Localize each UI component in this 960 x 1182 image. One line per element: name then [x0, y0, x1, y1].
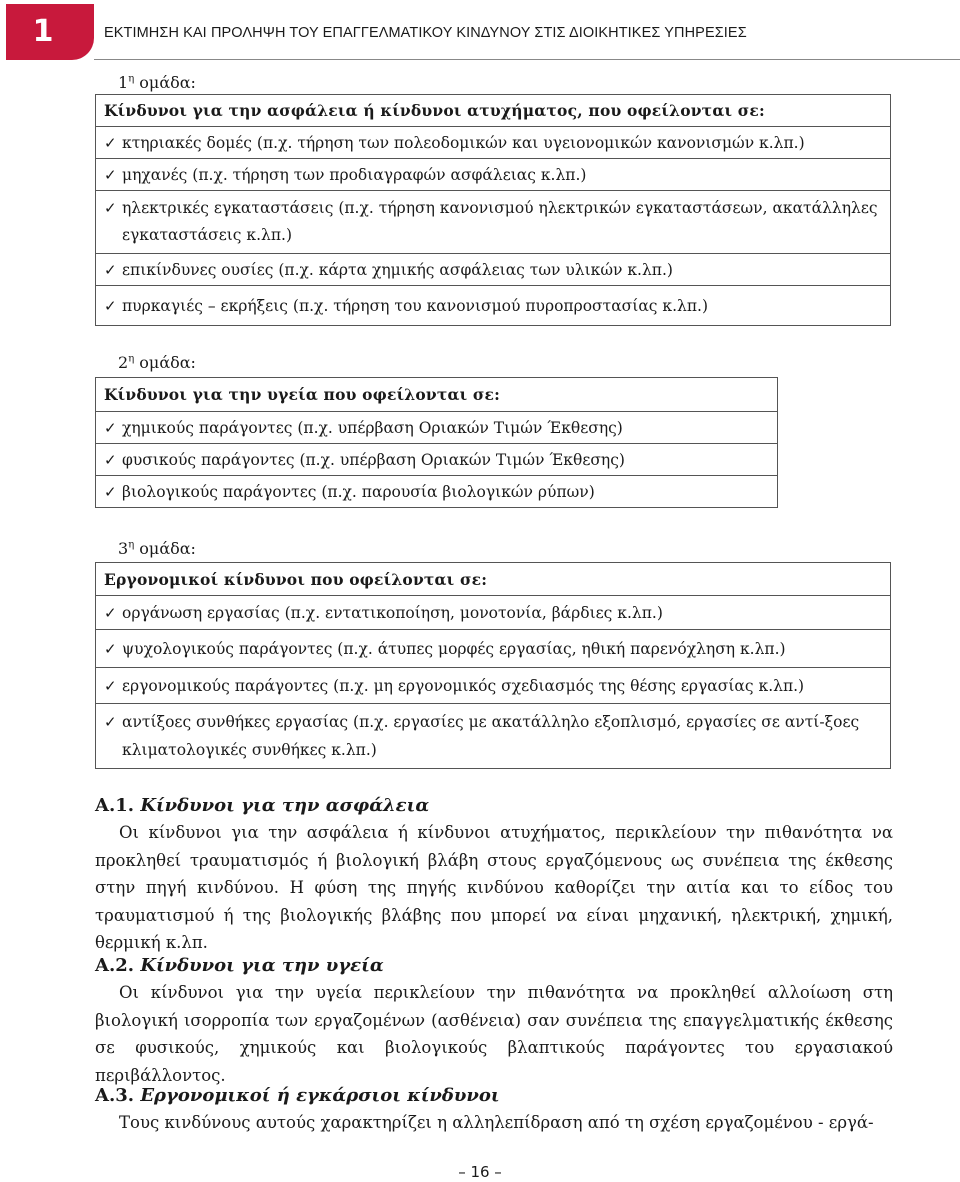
group-3-label: $3^\eta$ ομάδα: [118, 539, 196, 558]
checkmark-icon: ✓ [104, 639, 117, 658]
list-item: ✓ επικίνδυνες ουσίες (π.χ. κάρτα χημικής ασφάλειας των υλικών κ.λπ.) [104, 260, 673, 279]
group-1-heading: Κίνδυνοι για την ασφάλεια ή κίνδυνοι ατυχήματος, που οφείλονται σε: [96, 95, 891, 127]
list-item: ✓ πυρκαγιές – εκρήξεις (π.χ. τήρηση του κανονισμού πυροπροστασίας κ.λπ.) [104, 296, 709, 315]
checkmark-icon: ✓ [104, 713, 117, 731]
section-a3-text: Τους κινδύνους αυτούς χαρακτηρίζει η αλληλεπίδραση από τη σχέση εργαζομένου - εργά- [119, 1113, 874, 1132]
list-item: ✓ οργάνωση εργασίας (π.χ. εντατικοποίηση, μονοτονία, βάρδιες κ.λπ.) [104, 603, 663, 622]
checkmark-icon: ✓ [104, 450, 117, 469]
chapter-number-badge: 1 [6, 4, 94, 60]
list-item: ✓ ηλεκτρικές εγκαταστάσεις (π.χ. τήρηση κανονισμού ηλεκτρικών εγκαταστάσεων, ακατάλληλες εγκαταστάσεις κ.λπ.) [104, 195, 884, 249]
checkmark-icon: ✓ [104, 296, 117, 315]
section-a2-text: Οι κίνδυνοι για την υγεία περικλείουν την πιθανότητα να προκληθεί αλλοίωση στη βιολογική ισορροπία των εργαζομένων (ασθένεια) σαν συνέπεια της επαγγελματικής έκθεσης σε φυσικούς, χημικούς και βιολογικούς βλαπτικούς παράγοντες του εργασιακού περιβάλλοντος. [95, 983, 893, 1085]
checkmark-icon: ✓ [104, 199, 117, 217]
group-3-heading: Εργονομικοί κίνδυνοι που οφείλονται σε: [96, 563, 891, 596]
checkmark-icon: ✓ [104, 133, 117, 152]
group-1-label: $1^\eta$ ομάδα: [118, 73, 196, 92]
running-header-title: ΕΚΤΙΜΗΣΗ ΚΑΙ ΠΡΟΛΗΨΗ ΤΟΥ ΕΠΑΓΓΕΛΜΑΤΙΚΟΥ ΚΙΝΔΥΝΟΥ ΣΤΙΣ ΔΙΟΙΚΗΤΙΚΕΣ ΥΠΗΡΕΣΙΕΣ [104, 25, 747, 41]
section-a3-title: Α.3. Εργονομικοί ή εγκάρσιοι κίνδυνοι [95, 1085, 500, 1106]
checkmark-icon: ✓ [104, 165, 117, 184]
page-header [0, 0, 960, 70]
group-2-heading: Κίνδυνοι για την υγεία που οφείλονται σε: [96, 378, 778, 412]
list-item: ✓ αντίξοες συνθήκες εργασίας (π.χ. εργασίες με ακατάλληλο εξοπλισμό, εργασίες σε αντί-ξοες κλιματολογικές συνθήκες κ.λπ.) [104, 708, 884, 764]
list-item: ✓ φυσικούς παράγοντες (π.χ. υπέρβαση Οριακών Τιμών Έκθεσης) [104, 450, 625, 469]
list-item: ✓ ψυχολογικούς παράγοντες (π.χ. άτυπες μορφές εργασίας, ηθική παρενόχληση κ.λπ.) [104, 639, 786, 658]
list-item: ✓ κτηριακές δομές (π.χ. τήρηση των πολεοδομικών και υγειονομικών κανονισμών κ.λπ.) [104, 133, 805, 152]
group-1-table [95, 94, 891, 326]
checkmark-icon: ✓ [104, 676, 117, 695]
list-item: ✓ εργονομικούς παράγοντες (π.χ. μη εργονομικός σχεδιασμός της θέσης εργασίας κ.λπ.) [104, 676, 805, 695]
checkmark-icon: ✓ [104, 418, 117, 437]
list-item: ✓ χημικούς παράγοντες (π.χ. υπέρβαση Οριακών Τιμών Έκθεσης) [104, 418, 623, 437]
checkmark-icon: ✓ [104, 260, 117, 279]
page-number: – 16 – [458, 1163, 502, 1181]
checkmark-icon: ✓ [104, 603, 117, 622]
section-a1-text: Οι κίνδυνοι για την ασφάλεια ή κίνδυνοι ατυχήματος, περικλείουν την πιθανότητα να προκληθεί τραυματισμός ή βιολογική βλάβη στους εργαζόμενους ως συνέπεια της έκθεσης στην πηγή κινδύνου. Η φύση της πηγής κινδύνου καθορίζει την αιτία και το είδος του τραυματισμού ή της βιολογικής βλάβης που μπορεί να είναι μηχανική, ηλεκτρική, χημική, θερμική κ.λπ. [95, 823, 893, 952]
list-item: ✓ βιολογικούς παράγοντες (π.χ. παρουσία βιολογικών ρύπων) [104, 482, 595, 501]
group-3-table [95, 562, 891, 769]
group-2-label: $2^\eta$ ομάδα: [118, 353, 196, 372]
list-item: ✓ μηχανές (π.χ. τήρηση των προδιαγραφών ασφάλειας κ.λπ.) [104, 165, 587, 184]
section-a1-title: Α.1. Κίνδυνοι για την ασφάλεια [95, 795, 430, 816]
checkmark-icon: ✓ [104, 482, 117, 501]
header-divider [94, 59, 960, 60]
section-a2-title: Α.2. Κίνδυνοι για την υγεία [95, 955, 384, 976]
group-2-table [95, 377, 778, 508]
